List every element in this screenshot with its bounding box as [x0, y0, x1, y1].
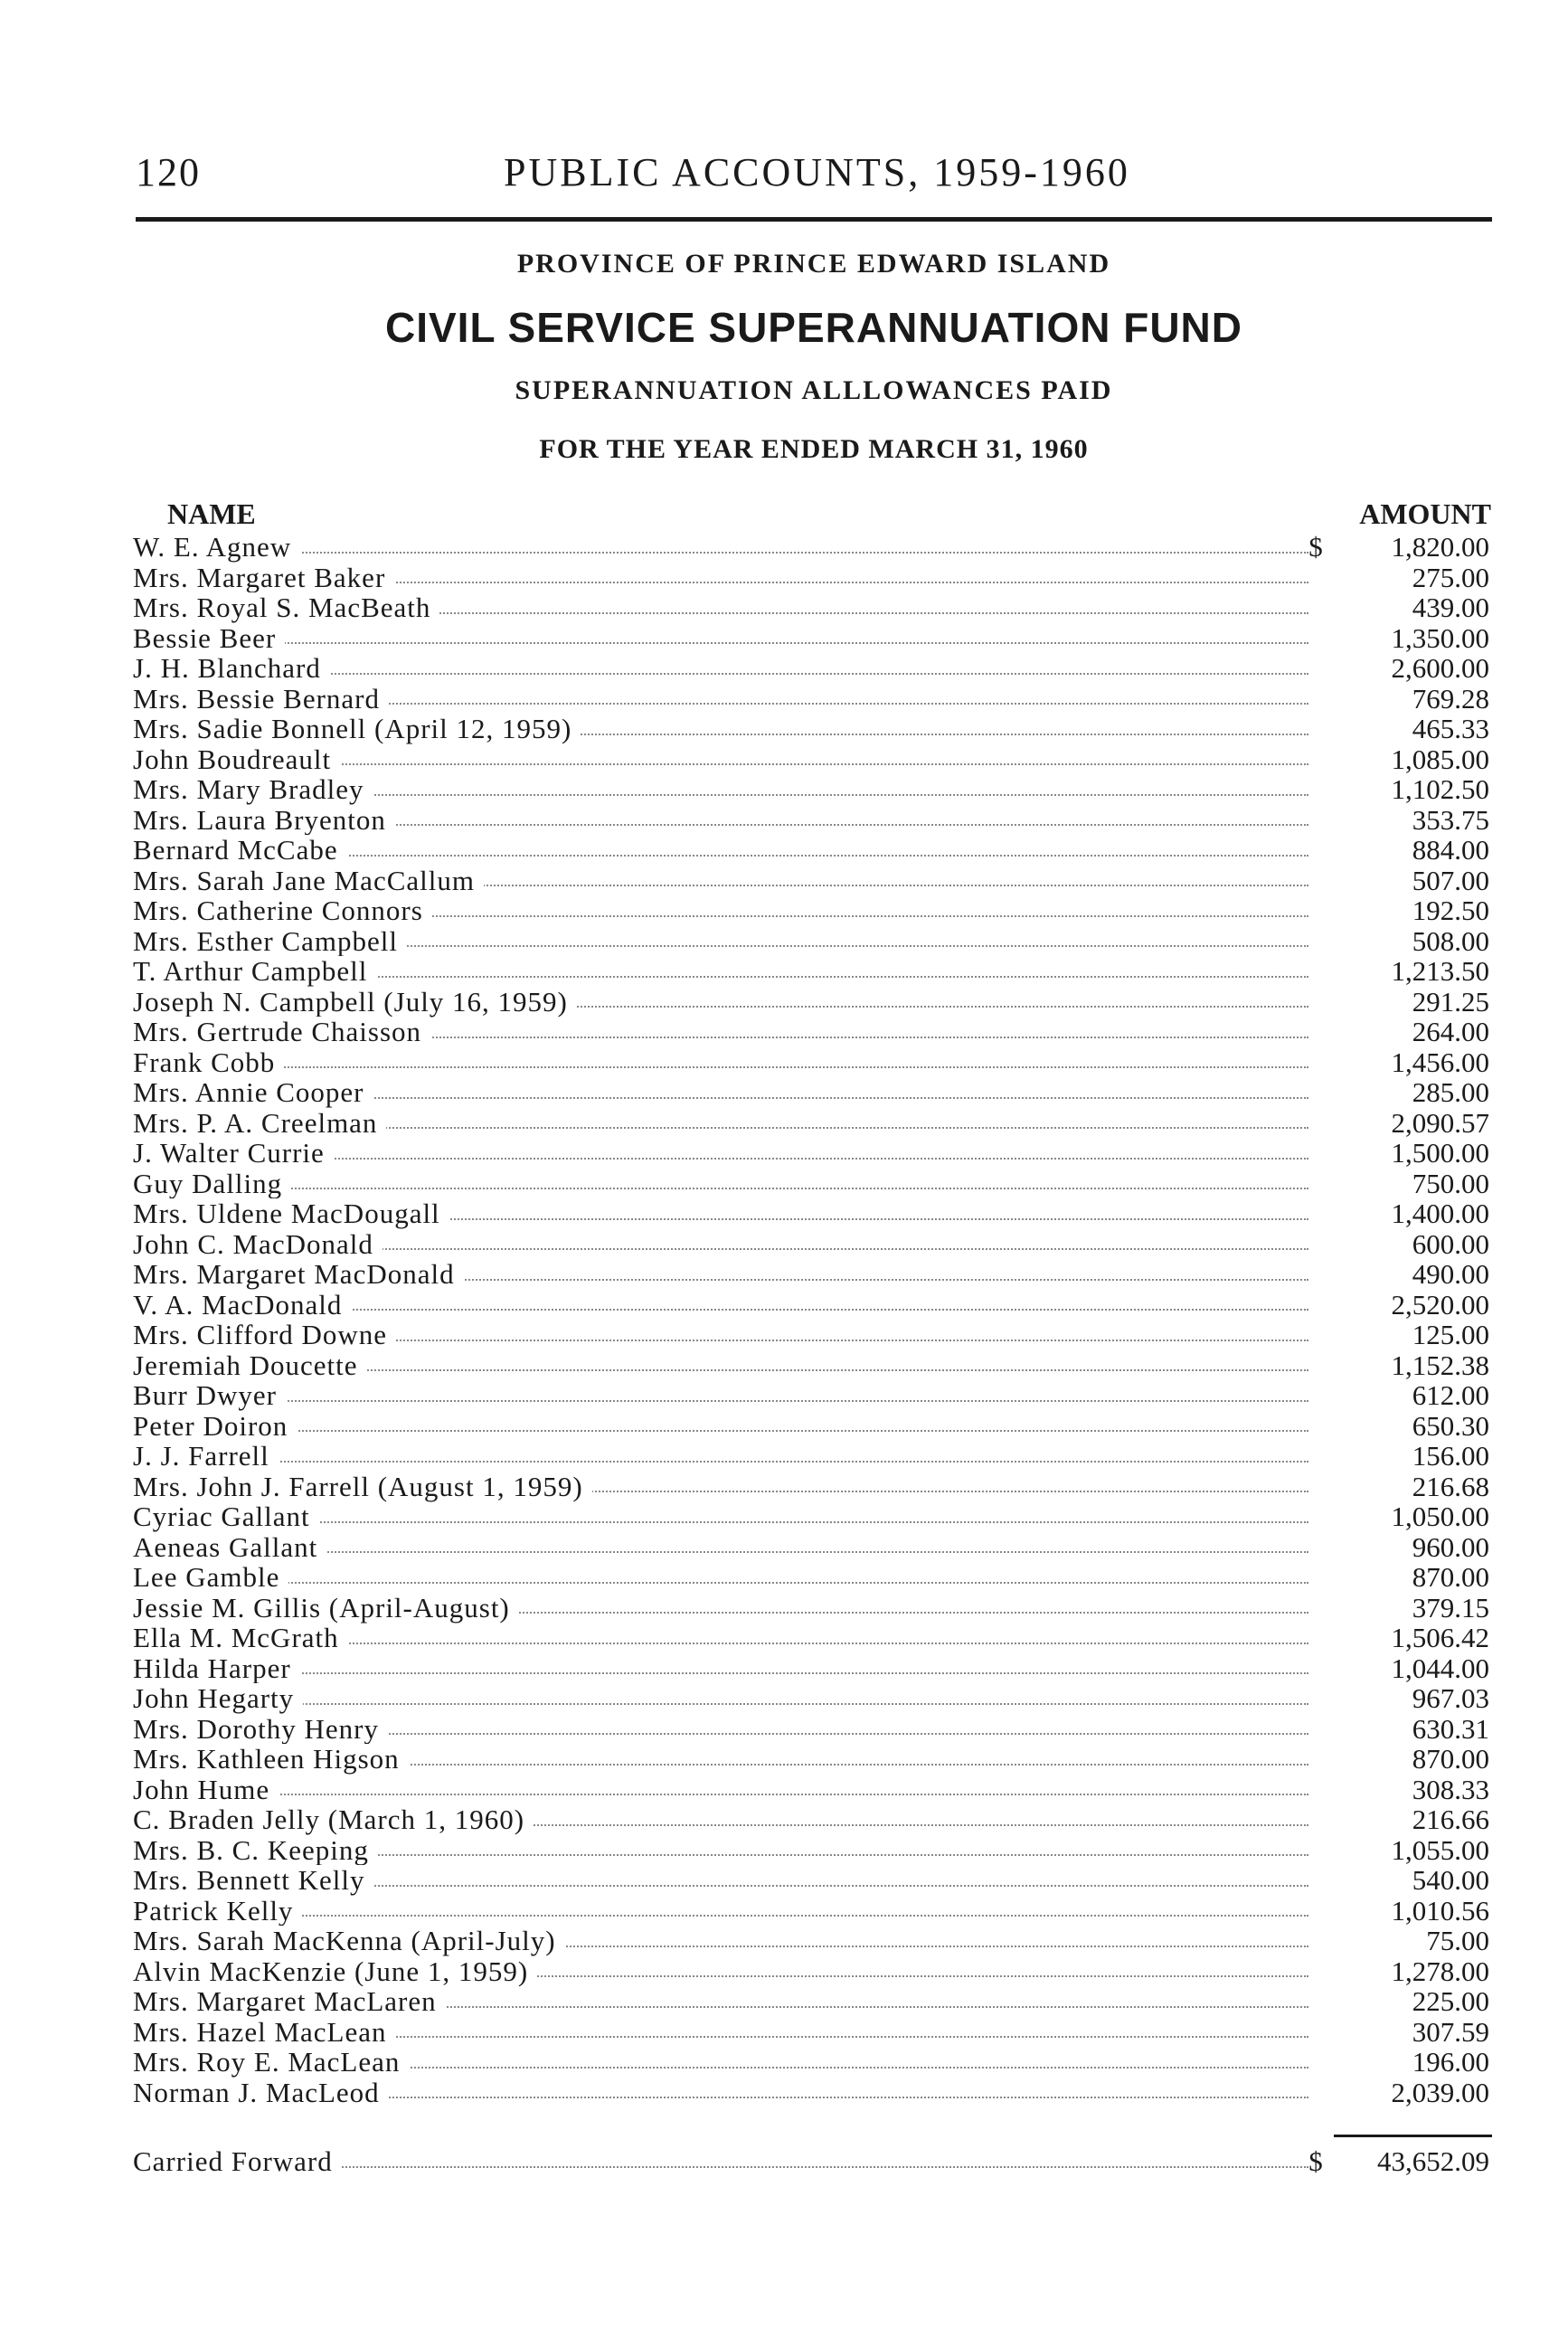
recipient-name: W. E. Agnew	[133, 532, 300, 563]
recipient-name: Mrs. Gertrude Chaisson	[133, 1017, 430, 1047]
fund-heading: CIVIL SERVICE SUPERANNUATION FUND	[385, 304, 1242, 351]
table-row	[133, 1259, 1489, 1290]
allowance-amount: 1,820.00	[1391, 531, 1489, 563]
table-row	[133, 1835, 1489, 1866]
allowance-amount: 225.00	[1412, 1985, 1489, 2017]
recipient-name: Jeremiah Doucette	[133, 1350, 367, 1381]
recipient-name: Mrs. Margaret MacLaren	[133, 1986, 446, 2017]
table-row	[133, 1472, 1489, 1502]
table-row	[133, 1532, 1489, 1563]
recipient-name: Mrs. Sarah MacKenna (April-July)	[133, 1926, 565, 1956]
recipient-name: Lee Gamble	[133, 1562, 288, 1593]
page-number: 120	[136, 150, 201, 194]
leader-dots	[133, 1461, 1308, 1463]
table-row	[133, 1865, 1489, 1896]
allowance-amount: 465.33	[1412, 713, 1489, 744]
allowance-amount: 490.00	[1412, 1258, 1489, 1290]
table-row	[133, 1956, 1489, 1987]
recipient-name: Bernard McCabe	[133, 835, 347, 866]
table-row	[133, 1320, 1489, 1350]
allowance-amount: 75.00	[1426, 1925, 1489, 1956]
recipient-name: J. H. Blanchard	[133, 653, 330, 684]
recipient-name: Mrs. Sarah Jane MacCallum	[133, 866, 484, 896]
recipient-name: Mrs. Esther Campbell	[133, 926, 407, 957]
table-row	[133, 926, 1489, 957]
leader-dots	[133, 552, 1308, 554]
leader-dots	[133, 1430, 1308, 1432]
table-row	[133, 1380, 1489, 1411]
recipient-name: John Hegarty	[133, 1683, 303, 1714]
table-row	[133, 1896, 1489, 1927]
recipient-name: Mrs. Dorothy Henry	[133, 1714, 388, 1745]
allowance-amount: 285.00	[1412, 1076, 1489, 1108]
recipient-name: Mrs. Clifford Downe	[133, 1320, 396, 1350]
table-row	[133, 714, 1489, 744]
allowance-amount: 1,044.00	[1391, 1652, 1489, 1684]
table-row	[133, 805, 1489, 836]
running-title: PUBLIC ACCOUNTS, 1959-1960	[504, 150, 1130, 194]
allowance-amount: 508.00	[1412, 924, 1489, 957]
table-row	[133, 1138, 1489, 1169]
recipient-name: Mrs. Margaret MacDonald	[133, 1259, 464, 1290]
table-row	[133, 835, 1489, 866]
allowance-amount: 125.00	[1412, 1319, 1489, 1350]
recipient-name: Mrs. Hazel MacLean	[133, 2017, 396, 2048]
allowance-amount: 884.00	[1412, 834, 1489, 866]
table-row	[133, 532, 1489, 563]
currency-symbol: $	[1308, 2145, 1323, 2177]
recipient-name: Patrick Kelly	[133, 1896, 302, 1927]
leader-dots	[133, 1066, 1308, 1068]
table-row	[133, 684, 1489, 715]
province-heading: PROVINCE OF PRINCE EDWARD ISLAND	[516, 249, 1111, 279]
recipient-name: Norman J. MacLeod	[133, 2078, 389, 2108]
allowance-amount: 1,350.00	[1391, 621, 1489, 654]
allowance-amount: 439.00	[1412, 592, 1489, 623]
carried-forward-amount: 43,652.09	[1377, 2145, 1489, 2177]
allowance-amount: 960.00	[1412, 1530, 1489, 1563]
table-row	[133, 1077, 1489, 1108]
table-row	[133, 744, 1489, 775]
allowance-amount: 600.00	[1412, 1227, 1489, 1260]
table-row	[133, 1804, 1489, 1835]
leader-dots	[133, 1703, 1308, 1705]
header-rule	[136, 217, 1492, 222]
table-row	[133, 1017, 1489, 1047]
recipient-name: Guy Dalling	[133, 1169, 291, 1199]
table-row	[133, 563, 1489, 593]
table-row	[133, 2078, 1489, 2108]
allowance-amount: 1,506.42	[1391, 1622, 1489, 1653]
table-row	[133, 956, 1489, 987]
allowance-amount: 264.00	[1412, 1016, 1489, 1047]
allowance-amount: 2,600.00	[1391, 652, 1489, 684]
recipient-name: Bessie Beer	[133, 623, 285, 654]
leader-dots	[133, 1582, 1308, 1584]
total-rule	[1334, 2135, 1492, 2137]
name-column-header: NAME	[167, 497, 256, 530]
table-row	[133, 1169, 1489, 1199]
allowance-amount: 769.28	[1412, 682, 1489, 715]
table-row	[133, 1441, 1489, 1472]
allowance-amount: 870.00	[1412, 1561, 1489, 1593]
period-heading: FOR THE YEAR ENDED MARCH 31, 1960	[539, 434, 1089, 464]
recipient-name: Mrs. Bennett Kelly	[133, 1865, 374, 1896]
table-row	[133, 1683, 1489, 1714]
recipient-name: Mrs. Kathleen Higson	[133, 1744, 409, 1775]
table-row	[133, 2047, 1489, 2078]
table-row	[133, 1411, 1489, 1442]
allowance-amount: 2,520.00	[1391, 1288, 1489, 1321]
allowance-amount: 540.00	[1412, 1864, 1489, 1896]
amount-column-header: AMOUNT	[1359, 497, 1491, 530]
recipient-name: Mrs. B. C. Keeping	[133, 1835, 378, 1866]
recipient-name: Frank Cobb	[133, 1047, 284, 1078]
recipient-name: Jessie M. Gillis (April-August)	[133, 1593, 519, 1624]
recipient-name: Mrs. Sadie Bonnell (April 12, 1959)	[133, 714, 581, 744]
allowance-amount: 630.31	[1412, 1712, 1489, 1745]
recipient-name: Mrs. Laura Bryenton	[133, 805, 395, 836]
leader-dots	[133, 1400, 1308, 1402]
leader-dots	[133, 1188, 1308, 1189]
allowance-amount: 967.03	[1412, 1682, 1489, 1714]
recipient-name: Mrs. Royal S. MacBeath	[133, 592, 439, 623]
recipient-name: Burr Dwyer	[133, 1380, 286, 1411]
allowance-amount: 1,102.50	[1391, 773, 1489, 805]
table-row	[133, 866, 1489, 896]
allowance-amount: 1,085.00	[1391, 743, 1489, 775]
allowance-amount: 650.30	[1412, 1409, 1489, 1442]
table-row	[133, 1290, 1489, 1321]
recipient-name: Mrs. Roy E. MacLean	[133, 2047, 409, 2078]
table-row	[133, 592, 1489, 623]
table-row	[133, 1229, 1489, 1260]
recipient-name: Mrs. Uldene MacDougall	[133, 1198, 449, 1229]
allowance-amount: 507.00	[1412, 864, 1489, 896]
table-row	[133, 1350, 1489, 1381]
table-row	[133, 1623, 1489, 1653]
recipient-name: Aeneas Gallant	[133, 1532, 326, 1563]
recipient-name: Mrs. John J. Farrell (August 1, 1959)	[133, 1472, 592, 1502]
allowance-amount: 1,278.00	[1391, 1955, 1489, 1987]
allowance-amount: 750.00	[1412, 1167, 1489, 1199]
allowance-amount: 870.00	[1412, 1743, 1489, 1775]
carried-forward-row	[133, 2146, 1489, 2177]
table-row	[133, 1775, 1489, 1805]
recipient-name: Alvin MacKenzie (June 1, 1959)	[133, 1956, 537, 1987]
allowance-amount: 1,152.38	[1391, 1349, 1489, 1381]
leader-dots	[133, 1672, 1308, 1674]
allowance-amount: 2,039.00	[1391, 2076, 1489, 2108]
allowance-amount: 291.25	[1412, 985, 1489, 1018]
table-row	[133, 1653, 1489, 1684]
recipient-name: J. J. Farrell	[133, 1441, 279, 1472]
recipient-name: John Boudreault	[133, 744, 340, 775]
table-row	[133, 1926, 1489, 1956]
subtitle-heading: SUPERANNUATION ALLLOWANCES PAID	[515, 375, 1113, 405]
recipient-name: Peter Doiron	[133, 1411, 297, 1442]
allowance-amount: 307.59	[1412, 2015, 1489, 2048]
allowance-amount: 192.50	[1412, 895, 1489, 926]
allowance-amount: 1,400.00	[1391, 1198, 1489, 1229]
table-row	[133, 653, 1489, 684]
table-row	[133, 774, 1489, 805]
table-row	[133, 1108, 1489, 1139]
recipient-name: Mrs. Margaret Baker	[133, 563, 394, 593]
allowance-amount: 353.75	[1412, 803, 1489, 836]
recipient-name: C. Braden Jelly (March 1, 1960)	[133, 1804, 534, 1835]
table-row	[133, 1562, 1489, 1593]
allowances-table	[133, 532, 1489, 2107]
currency-symbol: $	[1308, 531, 1323, 563]
allowance-amount: 1,213.50	[1391, 955, 1489, 987]
recipient-name: J. Walter Currie	[133, 1138, 334, 1169]
allowance-amount: 1,055.00	[1391, 1833, 1489, 1866]
allowance-amount: 196.00	[1412, 2046, 1489, 2078]
allowance-amount: 1,050.00	[1391, 1501, 1489, 1532]
allowance-amount: 308.33	[1412, 1773, 1489, 1805]
recipient-name: Mrs. Bessie Bernard	[133, 684, 389, 715]
leader-dots	[133, 1794, 1308, 1795]
allowance-amount: 2,090.57	[1391, 1106, 1489, 1139]
recipient-name: Hilda Harper	[133, 1653, 300, 1684]
table-row	[133, 895, 1489, 926]
page-header	[136, 149, 1492, 204]
leader-dots	[133, 642, 1308, 644]
allowance-amount: 1,010.56	[1391, 1894, 1489, 1927]
table-row	[133, 987, 1489, 1018]
table-row	[133, 1986, 1489, 2017]
recipient-name: V. A. MacDonald	[133, 1290, 351, 1321]
recipient-name: Mrs. P. A. Creelman	[133, 1108, 386, 1139]
allowance-amount: 275.00	[1412, 561, 1489, 593]
leader-dots	[133, 1915, 1308, 1917]
recipient-name: Joseph N. Campbell (July 16, 1959)	[133, 987, 577, 1018]
allowance-amount: 216.66	[1412, 1804, 1489, 1835]
allowance-amount: 1,456.00	[1391, 1046, 1489, 1078]
allowance-amount: 156.00	[1412, 1440, 1489, 1472]
recipient-name: Mrs. Catherine Connors	[133, 895, 432, 926]
table-row	[133, 1501, 1489, 1532]
recipient-name: Mrs. Annie Cooper	[133, 1077, 373, 1108]
allowance-amount: 216.68	[1412, 1470, 1489, 1502]
allowance-amount: 379.15	[1412, 1591, 1489, 1624]
recipient-name: John Hume	[133, 1775, 279, 1805]
allowance-amount: 612.00	[1412, 1379, 1489, 1411]
table-row	[133, 1593, 1489, 1624]
table-row	[133, 1198, 1489, 1229]
table-row	[133, 1714, 1489, 1745]
table-row	[133, 623, 1489, 654]
recipient-name: Mrs. Mary Bradley	[133, 774, 373, 805]
recipient-name: John C. MacDonald	[133, 1229, 383, 1260]
recipient-name: Cyriac Gallant	[133, 1501, 319, 1532]
carried-forward-label: Carried Forward	[133, 2146, 342, 2177]
table-row	[133, 1047, 1489, 1078]
table-row	[133, 2017, 1489, 2048]
table-row	[133, 1744, 1489, 1775]
recipient-name: T. Arthur Campbell	[133, 956, 376, 987]
recipient-name: Ella M. McGrath	[133, 1623, 348, 1653]
allowance-amount: 1,500.00	[1391, 1137, 1489, 1169]
